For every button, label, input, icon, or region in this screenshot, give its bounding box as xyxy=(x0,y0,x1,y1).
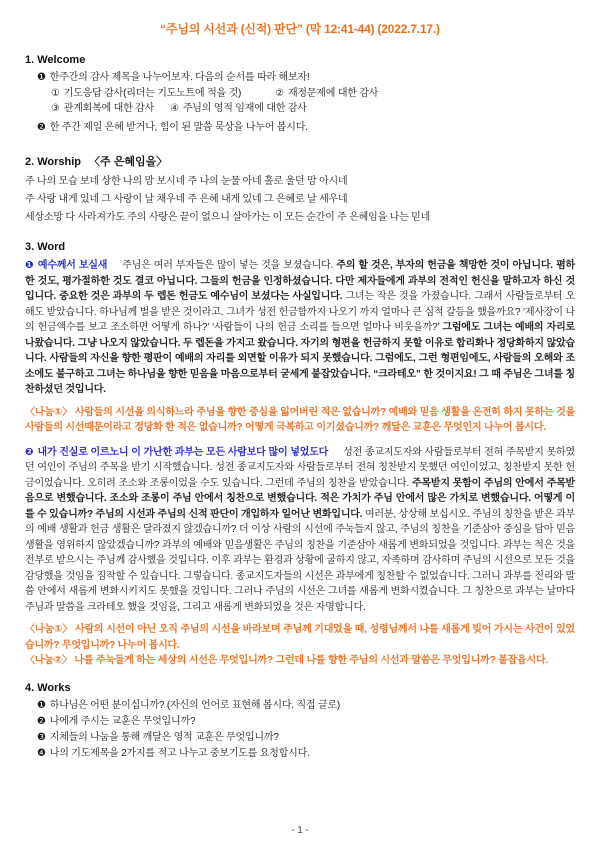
works-item-text: 나의 기도제목을 2가지를 적고 나누고 중보기도를 요청합시다. xyxy=(49,747,310,759)
works-item-text: 나에게 주시는 교훈은 무엇입니까? xyxy=(49,715,196,727)
document-title: “주님의 시선과 (신적) 판단” (막 12:41-44) (2022.7.17.) xyxy=(160,22,440,36)
works-section xyxy=(25,682,575,762)
circled-three-filled-icon: ❸ xyxy=(37,731,46,743)
circled-one-filled-icon: ❶ xyxy=(37,72,46,83)
sharing-question-2b: 〈나눔②〉 나를 주눅들게 하는 세상의 시선은 무엇입니까? 그런데 나를 향한 주님의 시선과 말씀은 무엇입니까? 붙잡읍시다. xyxy=(25,655,548,666)
sharing-questions-2 xyxy=(25,622,575,669)
works-items xyxy=(25,698,575,762)
circled-one-filled-blue-icon: ❶ xyxy=(25,260,34,271)
works-item-text: 하나님은 어떤 분이십니까? (자신의 언어로 표현해 봅시다. 직접 글로) xyxy=(49,699,341,711)
sharing-question-1: 〈나눔①〉 사람들의 시선을 의식하느라 주님을 향한 중심을 잃어버린 적은 없습니까? 예배와 믿음 생활을 온전히 하지 못하는 것을 사람들의 시선때문이라고 정당화 한 적은 없습니까? 어떻게 극복하고 이기셨습니까? 깨달은 교훈은 무엇인지 나누어 봅시다. xyxy=(25,406,575,433)
works-item xyxy=(25,730,575,746)
word-section xyxy=(25,241,575,669)
works-item-text: 지체들의 나눔을 통해 깨달은 영적 교훈은 무엇입니까? xyxy=(49,731,279,743)
circled-four-filled-icon: ❹ xyxy=(37,747,46,759)
worship-lyrics xyxy=(25,173,575,227)
lyric-line: 주 나의 모습 보네 상한 나의 맘 보시네 주 나의 눈물 아네 홀로 울던 맘 아시네 xyxy=(25,176,348,187)
worship-song-title: 〈주 은혜임을〉 xyxy=(89,156,168,168)
lyric-line: 세상소망 다 사라져가도 주의 사랑은 끝이 없으니 살아가는 이 모든 순간이 주 은혜임을 나는 믿네 xyxy=(25,212,431,223)
word-p2-run-emphasis: 주목받지 못함이 주님의 안에서 주목받음으로 변했습니다. 조소와 조롱이 주님 안에서 칭찬으로 변했습니다. 적은 가치가 주님 안에서 많은 가치로 변했습니다. 어떻게 이를 수 있습니까? 주님의 시선과 주님의 신적 판단이 개입하자 일어난 변화입니다. xyxy=(25,477,575,520)
page-number: - 1 - xyxy=(291,825,309,836)
welcome-item-2 xyxy=(25,120,575,136)
worship-section xyxy=(25,156,575,227)
word-p2-run: 여러분, 상상해 보십시오. 주님의 칭찬을 받은 과부의 예배 생활과 헌금 생활은 달라졌지 않겠습니까? 더 이상 사람의 시선에 주눅들지 않고, 주님의 칭찬을 기준삼아 중심을 담아 믿음생활을 영위하지 않았겠습니까? 과부의 예배와 믿음생활은 주님의 칭찬을 기준삼아 새롭게 변화되었을 것입니다. 과부는 적은 것을 전부로 받으시는 주님께 감사했을 것입니다. 이후 과부는 환경과 상황에 굴하지 않고, 자족하며 감사하며 주님의 시선으로 모든 것을 감당했을 것임을 짐작할 수 있습니다. 그렇습니다. 종교지도자들의 시선은 과부에게 칭찬할 수 없었습니다. 그러니 과부를 진리와 말씀 안에서 새롭게 변화시키지도 못했을 것입니다. 그러나 주님의 시선은 그녀를 새롭게 변화시켰습니다. 그 칭찬으로 과부는 날마다 주님과 말씀을 크라테오 했을 것임을, 그리고 새롭게 변화되었을 것은 자명합니다. xyxy=(25,508,575,613)
welcome-item-1 xyxy=(25,70,575,86)
worship-heading xyxy=(25,156,575,169)
circled-two-filled-icon: ❷ xyxy=(37,121,46,133)
word-p1-run-emphasis: 그럼에도 그녀는 예배의 자리로 나왔습니다. 그냥 나오지 않았습니다. 두 렙돈을 가지고 왔습니다. 자기의 형편을 헌금하지 못할 이유로 합리화나 정당화하지 않았습니다. 사람들의 자신을 향한 평판이 예배의 자리를 외면할 이유가 되지 못했습니다. 그럼에도, 그런 형편임에도, 사람들의 오해와 조소에도 불구하고 그녀는 하나님을 향한 믿음을 마음으로부터 굳세게 붙잡았습니다. “크라테오” 한 것이지요! 그 때 주님은 그녀를 칭찬하셨던 것입니다. xyxy=(25,322,575,395)
welcome-heading: 1. Welcome xyxy=(25,54,86,66)
word-p1-run: 주님은 여러 부자들은 많이 넣는 것을 보셨습니다. xyxy=(122,260,337,271)
welcome-section xyxy=(25,54,575,135)
word-paragraph-2 xyxy=(25,445,575,616)
welcome-subitems-row-2 xyxy=(25,101,575,117)
word-paragraph-1-title: 예수께서 보실새 xyxy=(37,260,108,271)
works-item xyxy=(25,714,575,730)
welcome-subitems-row-1 xyxy=(25,86,575,102)
welcome-item-2-text: 한 주간 제일 은혜 받거나, 힘이 된 말씀 묵상을 나누어 봅시다. xyxy=(49,121,308,133)
works-heading: 4. Works xyxy=(25,681,71,694)
word-p1-run-emphasis: 주의 할 것은, 부자의 헌금을 책망한 것이 아닙니다. 폄하 한 것도, 평가절하한 것도 결코 아닙니다. 그들의 헌금을 인정하셨습니다. 다만 제자들에게 과부의 전적인 헌신을 말하고자 하신 것입니다. 중요한 것은 과부의 두 렙돈 헌금도 예수님이 보셨다는 사실입니다. xyxy=(25,260,575,302)
word-p2-run: 성전 종교지도자와 사람들로부터 전혀 주목받지 못하였던 여인이 주님의 주목을 받기 시작했습니다. 성전 종교지도자와 사람들로부터 전혀 칭찬받지 못했던 여인이었고, 칭찬받지 못한 헌금이었습니다. 오히려 조소와 조롱이었을 수도 있습니다. 그런데 주님의 칭찬을 받았습니다. xyxy=(25,446,575,489)
worship-heading-label: 2. Worship xyxy=(25,156,82,168)
welcome-subitem-2-text: 재정문제에 대한 감사 xyxy=(287,87,379,99)
circled-two-outline-icon: ② xyxy=(275,87,284,99)
word-paragraph-2-title: 내가 진실로 이르노니 이 가난한 과부는 모든 사람보다 많이 넣었도다 xyxy=(37,446,329,458)
welcome-subitem-3-text: 관계회복에 대한 감사 xyxy=(63,103,155,114)
circled-two-filled-icon: ❷ xyxy=(37,715,46,727)
word-heading: 3. Word xyxy=(25,241,66,253)
works-item xyxy=(25,746,575,762)
works-item xyxy=(25,698,575,714)
circled-one-filled-icon: ❶ xyxy=(37,699,46,711)
circled-four-outline-icon: ④ xyxy=(170,103,179,114)
welcome-item-1-text: 한주간의 감사 제목을 나누어보자. 다음의 순서를 따라 해보자! xyxy=(49,72,310,83)
word-p1-run: 그녀는 작은 것을 가졌습니다. 그래서 사람들로부터 오해도 받았습니다. 하나님께 벌을 받은 것이라고. 그녀가 성전 헌금함까지 나오기 까지 얼마나 큰 심적 갈등을 했을까요? ‘제사장이 나의 헌금액수를 보고 조소하면 어떻게 하나?’ ‘사람들이 나의 헌금 소리를 들으면 얼마나 비웃을까?’ xyxy=(25,291,575,333)
circled-three-outline-icon: ③ xyxy=(51,103,60,114)
lyric-line: 주 사랑 내게 있네 그 사랑이 날 채우네 주 은혜 내게 있네 그 은혜로 날 세우네 xyxy=(25,194,348,205)
circled-one-outline-icon: ① xyxy=(51,87,60,99)
word-paragraph-1 xyxy=(25,258,575,398)
welcome-subitem-1-text: 기도응답 감사(리더는 기도노트에 적을 것) xyxy=(63,87,242,99)
welcome-subitem-4-text: 주님의 영적 임재에 대한 감사 xyxy=(182,103,307,114)
circled-two-filled-blue-icon: ❷ xyxy=(25,446,34,458)
sharing-question-2a: 〈나눔①〉 사람의 시선이 아닌 오직 주님의 시선을 바라보며 주님께 기대었을 때, 성령님께서 나를 새롭게 빚어 가시는 사건이 있었습니까? 무엇입니까? 나누어 봅시다. xyxy=(25,624,575,651)
